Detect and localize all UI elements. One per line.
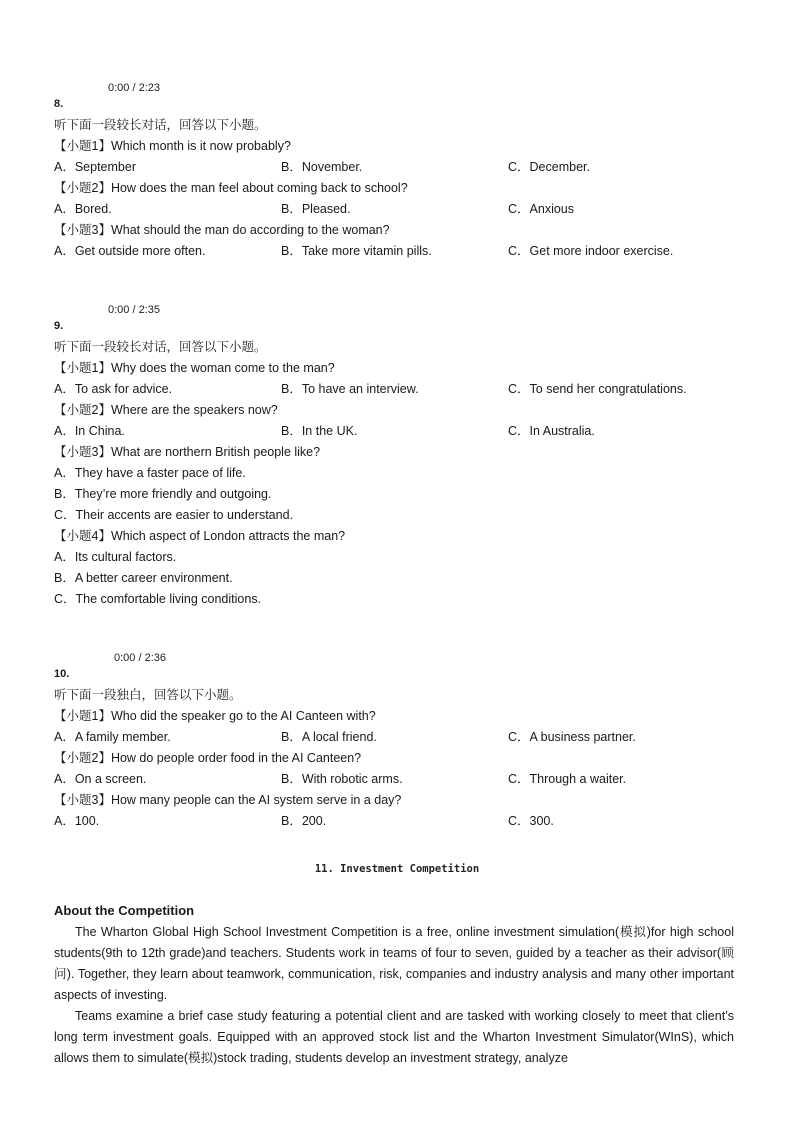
q9-item4-option-a: A．Its cultural factors. [54,550,177,564]
audio-timer-q8[interactable]: 0:00 / 2:23 [108,82,160,94]
q11-paragraph-1: The Wharton Global High School Investment Competition is a free, online investment simulation(模拟)for high school students(9th to 12th grade)and teachers. Students work in teams of four to seven, guided by a teacher as their advisor(顾问). Together, they learn about teamwork, communication, risk, companies and industry analysis and many other important aspects of investing. [54,925,734,1002]
audio-timer-q9[interactable]: 0:00 / 2:35 [108,304,160,316]
q10-item1-option-a: A．A family member. [54,730,171,744]
q9-item3-option-b: B．They’re more friendly and outgoing. [54,487,272,501]
q11-heading: About the Competition [54,903,195,918]
q9-item1-option-b: B．To have an interview. [281,382,419,396]
q10-item1-option-b: B．A local friend. [281,730,377,744]
q9-item2-option-a: A．In China. [54,424,125,438]
q8-item1-option-b: B．November. [281,160,363,174]
q8-item1-stem: 【小题1】Which month is it now probably? [54,139,291,153]
q10-item2-option-c: C．Through a waiter. [508,772,627,786]
q10-item2-option-b: B．With robotic arms. [281,772,403,786]
q9-item1-option-a: A．To ask for advice. [54,382,173,396]
q10-item1-option-c: C．A business partner. [508,730,636,744]
q8-item2-stem: 【小题2】How does the man feel about coming back to school? [54,181,408,195]
q8-item3-option-a: A．Get outside more often. [54,244,206,258]
q9-item4-option-c: C．The comfortable living conditions. [54,592,262,606]
q8-item3-option-c: C．Get more indoor exercise. [508,244,674,258]
q10-intro: 听下面一段独白，回答以下小题。 [54,688,242,702]
q10-item3-stem: 【小题3】How many people can the AI system serve in a day? [54,793,402,807]
q9-item4-stem: 【小题4】Which aspect of London attracts the man? [54,529,346,543]
q9-item4-option-b: B．A better career environment. [54,571,233,585]
q9-item2-stem: 【小题2】Where are the speakers now? [54,403,278,417]
q9-item3-option-c: C．Their accents are easier to understand. [54,508,294,522]
audio-timer-q10[interactable]: 0:00 / 2:36 [114,652,166,664]
q8-item2-option-b: B．Pleased. [281,202,351,216]
q9-item2-option-b: B．In the UK. [281,424,358,438]
q10-item3-option-c: C．300. [508,814,554,828]
question-number-8: 8. [54,98,64,110]
q9-intro: 听下面一段较长对话，回答以下小题。 [54,340,267,354]
q11-paragraph-2: Teams examine a brief case study featuring a potential client and are tasked with working closely to meet that client’s long term investment goals. Equipped with an approved stock list and the Wharton Investment Simulator(WInS), which allows them to simulate(模拟)stock trading, students develop an investment strategy, analyze [54,1009,734,1065]
q10-item3-option-a: A．100. [54,814,100,828]
q9-item3-option-a: A．They have a faster pace of life. [54,466,246,480]
q8-item2-option-c: C．Anxious [508,202,574,216]
question-number-10: 10. [54,668,70,680]
q9-item2-option-c: C．In Australia. [508,424,595,438]
q9-item1-stem: 【小题1】Why does the woman come to the man? [54,361,335,375]
q8-item2-option-a: A．Bored. [54,202,112,216]
q8-item3-stem: 【小题3】What should the man do according to the woman? [54,223,390,237]
q10-item2-stem: 【小题2】How do people order food in the AI Canteen? [54,751,362,765]
q8-intro: 听下面一段较长对话，回答以下小题。 [54,118,267,132]
question-number-9: 9. [54,320,64,332]
q8-item1-option-c: C．December. [508,160,590,174]
q9-item1-option-c: C．To send her congratulations. [508,382,687,396]
q9-item3-stem: 【小题3】What are northern British people like? [54,445,321,459]
q11-title: 11. Investment Competition [314,863,480,875]
q10-item2-option-a: A．On a screen. [54,772,147,786]
q8-item3-option-b: B．Take more vitamin pills. [281,244,432,258]
q8-item1-option-a: A．September [54,160,136,174]
q10-item1-stem: 【小题1】Who did the speaker go to the AI Canteen with? [54,709,376,723]
q10-item3-option-b: B．200. [281,814,327,828]
